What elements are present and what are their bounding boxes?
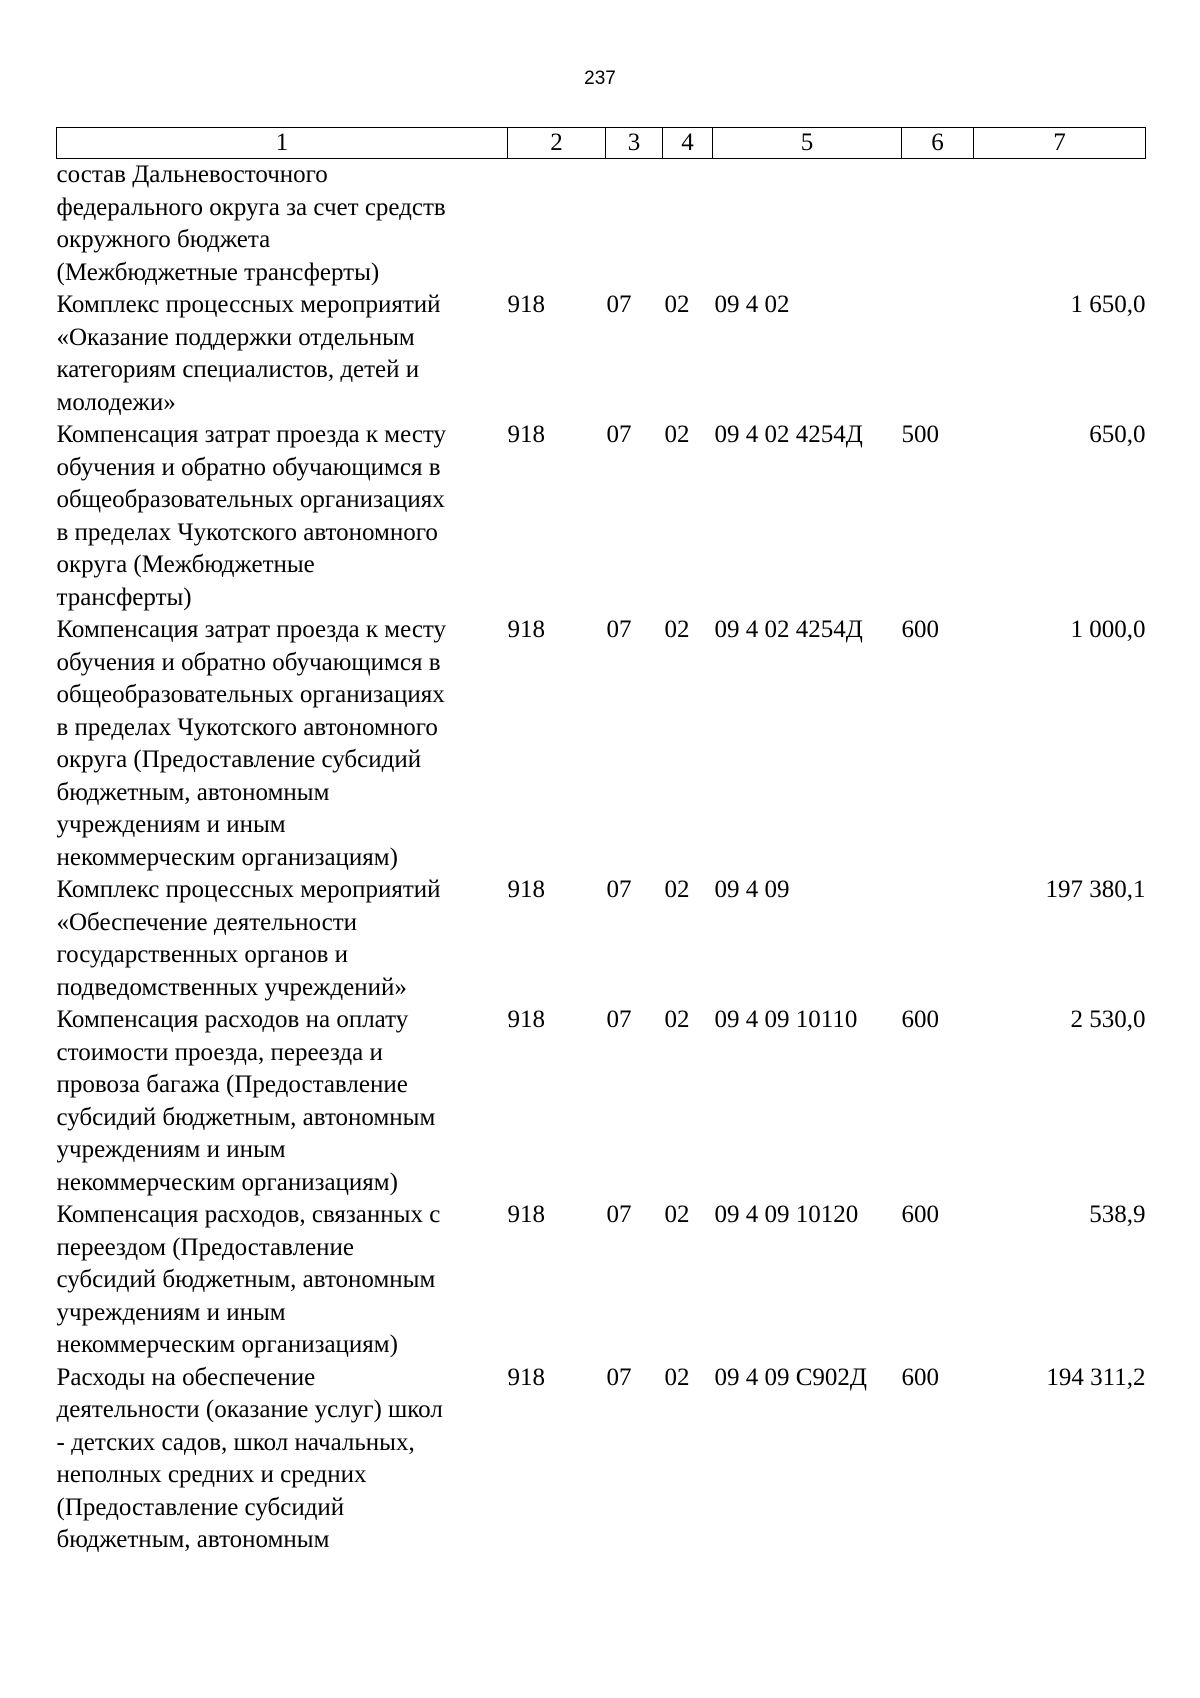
row-name-line: Компенсация расходов, связанных с: [56, 1201, 441, 1228]
code-cell: 918: [507, 876, 545, 903]
row-name-line: Комплекс процессных мероприятий: [56, 291, 441, 318]
row-name-line: окружного бюджета: [56, 226, 271, 253]
table-row: [57, 614, 1146, 874]
row-name-line: бюджетным, автономным: [56, 1526, 330, 1553]
row-name-line: федерального округа за счет средств: [56, 193, 446, 221]
amount-cell: 1 650,0: [1070, 291, 1146, 318]
table-row: [57, 289, 1146, 419]
row-name-line: учреждениям и иным: [56, 1136, 286, 1163]
row-name-cell: [57, 159, 508, 290]
row-name-cell: [57, 874, 508, 1004]
row-name-cell: [57, 1004, 508, 1199]
subsection-cell: [663, 159, 713, 290]
column-header: 6: [902, 128, 974, 159]
amount-cell: 2 530,0: [1070, 1006, 1146, 1033]
subsection-cell: 02: [664, 291, 690, 318]
table-row: [57, 1362, 1146, 1557]
row-name-line: подведомственных учреждений»: [56, 973, 407, 1001]
row-name-line: (Предоставление субсидий: [56, 1493, 345, 1521]
amount-cell: 1 000,0: [1070, 616, 1146, 643]
row-name-line: субсидий бюджетным, автономным: [56, 1266, 436, 1293]
target-article-cell: 09 4 09: [714, 876, 790, 903]
row-name-cell: [57, 1199, 508, 1362]
row-name-line: молодежи»: [56, 388, 176, 416]
target-article-cell: 09 4 02 4254Д: [714, 421, 863, 448]
row-name-line: деятельности (оказание услуг) школ: [56, 1396, 443, 1423]
column-header: 1: [57, 128, 508, 159]
code-cell: 918: [507, 1006, 545, 1033]
table-row: [57, 419, 1146, 614]
row-name-line: округа (Межбюджетные: [56, 551, 315, 578]
amount-cell: 197 380,1: [1045, 876, 1146, 903]
column-header: 3: [606, 128, 663, 159]
target-article-cell: [713, 159, 902, 290]
row-name-line: бюджетным, автономным: [56, 778, 330, 806]
subsection-cell: 02: [664, 876, 690, 903]
table-row: [57, 1004, 1146, 1199]
amount-cell: 538,9: [1089, 1201, 1146, 1228]
expense-type-cell: [902, 289, 974, 419]
row-name-cell: [57, 1362, 508, 1557]
amount-cell: [974, 159, 1146, 290]
target-article-cell: 09 4 02 4254Д: [714, 616, 863, 643]
section-cell: 07: [606, 1201, 632, 1228]
row-name-line: некоммерческим организациям): [56, 1331, 398, 1358]
expense-type-cell: 500: [901, 421, 939, 448]
table-row: [57, 1199, 1146, 1362]
expense-type-cell: 600: [901, 1201, 939, 1228]
row-name-line: Комплекс процессных мероприятий: [56, 876, 441, 903]
row-name-line: Компенсация затрат проезда к месту: [56, 616, 447, 643]
row-name-line: обучения и обратно обучающимся в: [56, 648, 441, 676]
row-name-line: некоммерческим организациям): [56, 1168, 398, 1196]
code-cell: 918: [507, 1363, 545, 1391]
row-name-line: Расходы на обеспечение: [56, 1363, 316, 1391]
row-name-line: некоммерческим организациям): [56, 843, 398, 871]
row-name-line: «Обеспечение деятельности: [56, 908, 358, 936]
row-name-line: состав Дальневосточного: [56, 161, 328, 188]
row-name-cell: [57, 419, 508, 614]
amount-cell: 650,0: [1089, 421, 1146, 448]
row-name-line: трансферты): [56, 583, 192, 611]
row-name-line: общеобразовательных организациях: [56, 486, 445, 513]
row-name-line: (Межбюджетные трансферты): [56, 258, 380, 286]
target-article-cell: 09 4 09 10120: [714, 1201, 859, 1228]
section-cell: 07: [606, 1006, 632, 1033]
section-cell: 07: [606, 291, 632, 318]
budget-table: [56, 127, 1146, 1557]
row-name-line: - детских садов, школ начальных,: [56, 1428, 415, 1456]
expense-type-cell: [902, 159, 974, 290]
code-cell: 918: [507, 616, 545, 643]
row-name-line: субсидий бюджетным, автономным: [56, 1103, 436, 1131]
section-cell: 07: [606, 1363, 632, 1391]
expense-type-cell: 600: [901, 616, 939, 643]
subsection-cell: 02: [664, 1006, 690, 1033]
subsection-cell: 02: [664, 1363, 690, 1391]
column-header: 7: [974, 128, 1146, 159]
row-name-line: «Оказание поддержки отдельным: [56, 323, 415, 351]
row-name-cell: [57, 614, 508, 874]
page-number: 237: [584, 68, 616, 89]
row-name-line: стоимости проезда, переезда и: [56, 1038, 383, 1066]
section-cell: [606, 159, 663, 290]
row-name-line: категориям специалистов, детей и: [56, 356, 420, 383]
row-name-line: общеобразовательных организациях: [56, 681, 445, 708]
row-name-line: в пределах Чукотского автономного: [56, 713, 438, 741]
expense-type-cell: [902, 874, 974, 1004]
column-header: 4: [663, 128, 713, 159]
code-cell: [508, 159, 606, 290]
code-cell: 918: [507, 1201, 545, 1228]
target-article-cell: 09 4 09 С902Д: [714, 1363, 867, 1391]
section-cell: 07: [606, 616, 632, 643]
row-name-line: Компенсация затрат проезда к месту: [56, 421, 447, 448]
expense-type-cell: 600: [901, 1006, 939, 1033]
row-name-line: обучения и обратно обучающимся в: [56, 453, 441, 481]
row-name-line: учреждениям и иным: [56, 1298, 286, 1326]
table-row: [57, 159, 1146, 290]
column-header: 5: [713, 128, 902, 159]
table-row: [57, 874, 1146, 1004]
code-cell: 918: [507, 421, 545, 448]
row-name-line: в пределах Чукотского автономного: [56, 518, 438, 546]
section-cell: 07: [606, 421, 632, 448]
row-name-line: неполных средних и средних: [56, 1461, 367, 1488]
subsection-cell: 02: [664, 421, 690, 448]
subsection-cell: 02: [664, 616, 690, 643]
row-name-line: учреждениям и иным: [56, 811, 286, 838]
row-name-line: государственных органов и: [56, 941, 349, 968]
target-article-cell: 09 4 02: [714, 291, 790, 318]
amount-cell: 194 311,2: [1046, 1363, 1146, 1391]
row-name-line: округа (Предоставление субсидий: [56, 746, 422, 773]
row-name-cell: [57, 289, 508, 419]
code-cell: 918: [507, 291, 545, 318]
expense-type-cell: 600: [901, 1363, 939, 1391]
column-header: 2: [508, 128, 606, 159]
target-article-cell: 09 4 09 10110: [714, 1006, 858, 1033]
row-name-line: Компенсация расходов на оплату: [56, 1006, 409, 1033]
header-row: [57, 128, 1146, 159]
subsection-cell: 02: [664, 1201, 690, 1228]
row-name-line: провоза багажа (Предоставление: [56, 1071, 408, 1098]
section-cell: 07: [606, 876, 632, 903]
row-name-line: переездом (Предоставление: [56, 1233, 355, 1261]
